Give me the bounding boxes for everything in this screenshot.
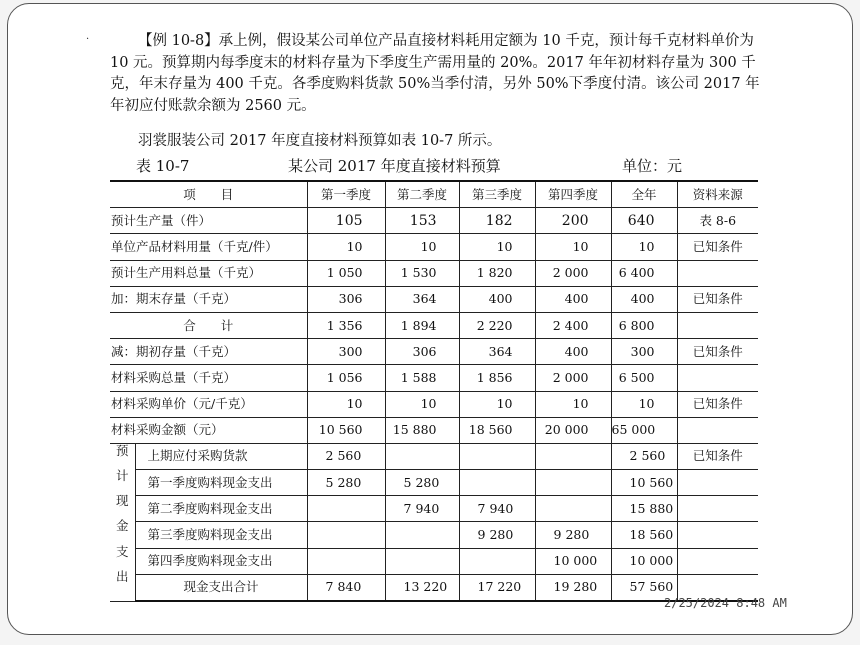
row-label: 第四季度购料现金支出 [135,548,307,574]
cell-q2 [385,522,459,548]
intro-sentence: 羽裳服装公司 2017 年度直接材料预算如表 10-7 所示。 [138,133,502,149]
cell-q4: 10 [535,391,611,417]
table-row [110,234,758,260]
cash-group-label [110,443,135,601]
cell-source [677,365,758,391]
cell-q1: 306 [307,286,385,312]
cell-source [677,496,758,522]
cell-q1 [307,496,385,522]
cell-q3: 1 820 [459,260,535,286]
cell-q3: 400 [459,286,535,312]
cell-q3 [459,548,535,574]
cash-group-char: 计 [115,468,129,484]
cell-year: 6 800 [611,312,677,338]
direct-material-budget-table [110,180,758,602]
header-q1: 第一季度 [307,181,385,208]
cell-q1 [307,522,385,548]
cell-q3: 1 856 [459,365,535,391]
table-row [110,548,758,574]
row-label: 第三季度购料现金支出 [135,522,307,548]
header-item: 项 目 [110,181,307,208]
table-row [110,339,758,365]
cell-q4 [535,443,611,469]
table-row [110,443,758,469]
cell-q1: 7 840 [307,574,385,601]
row-label: 材料采购单价（元/千克） [110,391,307,417]
table-row [110,496,758,522]
cell-q4: 9 280 [535,522,611,548]
example-paragraph: 【例 10-8】承上例，假设某公司单位产品直接材料耗用定额为 10 千克，预计每千克材料单价为 10 元。预算期内每季度末的材料存量为下季度生产需用量的 20%。2017 年年初材料存量为 300 千克，年末存量为 400 千克。各季度购料货款 50%当季付清，另外 50%下季度付清。该公司 2017 年年初应付账款余额为 2560 元。 [110,33,760,114]
cell-source: 已知条件 [677,339,758,365]
cell-q3: 10 [459,391,535,417]
cell-q3: 364 [459,339,535,365]
table-row [110,365,758,391]
row-label: 第二季度购料现金支出 [135,496,307,522]
cell-year: 6 500 [611,365,677,391]
cell-q1: 5 280 [307,470,385,496]
row-label: 现金支出合计 [135,574,307,601]
cell-q2: 153 [385,208,459,234]
cell-q4: 10 000 [535,548,611,574]
table-row [110,417,758,443]
cell-q1: 2 560 [307,443,385,469]
table-row [110,470,758,496]
table-unit: 单位：元 [622,157,683,175]
cell-q4 [535,496,611,522]
cell-q3: 2 220 [459,312,535,338]
cash-group-char: 金 [115,518,129,534]
row-label: 合 计 [110,312,307,338]
cell-year: 2 560 [611,443,677,469]
cell-q2: 10 [385,391,459,417]
row-label: 上期应付采购货款 [135,443,307,469]
cell-q4: 20 000 [535,417,611,443]
cell-q1: 10 [307,391,385,417]
cell-q2: 1 588 [385,365,459,391]
cell-year: 15 880 [611,496,677,522]
cell-q4: 2 000 [535,260,611,286]
cell-year: 10 000 [611,548,677,574]
cell-q2: 1 530 [385,260,459,286]
slide-date: 2/25/2024 8:48 AM [664,596,787,610]
cell-q4: 400 [535,339,611,365]
cell-q3 [459,470,535,496]
cell-year: 300 [611,339,677,365]
cell-q1 [307,548,385,574]
cash-group-char: 支 [115,543,129,559]
header-source: 资料来源 [677,181,758,208]
table-row [110,391,758,417]
cell-q1: 105 [307,208,385,234]
cell-source [677,522,758,548]
cell-source: 已知条件 [677,443,758,469]
row-label: 加：期末存量（千克） [110,286,307,312]
cell-year: 640 [611,208,677,234]
cell-q2 [385,548,459,574]
cell-q2: 7 940 [385,496,459,522]
cell-source [677,548,758,574]
cell-q3: 10 [459,234,535,260]
cell-q4: 19 280 [535,574,611,601]
header-year: 全年 [611,181,677,208]
cell-q3: 182 [459,208,535,234]
cell-q4 [535,470,611,496]
cell-q3: 7 940 [459,496,535,522]
cell-source [677,260,758,286]
row-label: 单位产品材料用量（千克/件） [110,234,307,260]
cell-source: 已知条件 [677,391,758,417]
cell-year: 65 000 [611,417,677,443]
cell-q1: 1 356 [307,312,385,338]
cell-q2: 10 [385,234,459,260]
cell-q1: 300 [307,339,385,365]
cell-q3: 9 280 [459,522,535,548]
cell-q4: 2 400 [535,312,611,338]
cell-q1: 1 050 [307,260,385,286]
cell-year: 18 560 [611,522,677,548]
cell-q4: 2 000 [535,365,611,391]
cell-year: 10 [611,391,677,417]
cell-q3: 17 220 [459,574,535,601]
cell-q4: 10 [535,234,611,260]
table-row [110,208,758,234]
table-row [110,574,758,601]
table-row [110,286,758,312]
cell-source: 已知条件 [677,286,758,312]
cell-year: 10 [611,234,677,260]
cell-q2: 15 880 [385,417,459,443]
cell-q1: 1 056 [307,365,385,391]
table-row [110,522,758,548]
row-label: 预计生产用料总量（千克） [110,260,307,286]
table-header-row [110,181,758,208]
cell-q2: 306 [385,339,459,365]
cash-group-char: 现 [115,493,129,509]
table-title: 某公司 2017 年度直接材料预算 [288,157,501,175]
cell-q2: 5 280 [385,470,459,496]
cell-q3 [459,443,535,469]
cell-q4: 400 [535,286,611,312]
cell-year: 10 560 [611,470,677,496]
cell-source [677,470,758,496]
cell-source: 已知条件 [677,234,758,260]
cash-group-char: 预 [115,443,129,458]
row-label: 预计生产量（件） [110,208,307,234]
cell-year: 57 560 [611,574,677,601]
cell-year: 400 [611,286,677,312]
cell-q1: 10 560 [307,417,385,443]
cell-source: 表 8-6 [677,208,758,234]
header-q4: 第四季度 [535,181,611,208]
table-number: 表 10-7 [136,157,190,175]
cell-source [677,312,758,338]
header-q3: 第三季度 [459,181,535,208]
row-label: 减：期初存量（千克） [110,339,307,365]
cell-q2: 364 [385,286,459,312]
cell-q2 [385,443,459,469]
row-label: 材料采购金额（元） [110,417,307,443]
row-label: 第一季度购料现金支出 [135,470,307,496]
cell-q3: 18 560 [459,417,535,443]
cell-q2: 1 894 [385,312,459,338]
cell-q4: 200 [535,208,611,234]
cell-q2: 13 220 [385,574,459,601]
table-row [110,312,758,338]
table-row [110,260,758,286]
cell-q1: 10 [307,234,385,260]
cell-source [677,417,758,443]
cash-group-char: 出 [115,568,129,584]
cell-year: 6 400 [611,260,677,286]
bullet-dot: · [86,34,90,45]
row-label: 材料采购总量（千克） [110,365,307,391]
header-q2: 第二季度 [385,181,459,208]
